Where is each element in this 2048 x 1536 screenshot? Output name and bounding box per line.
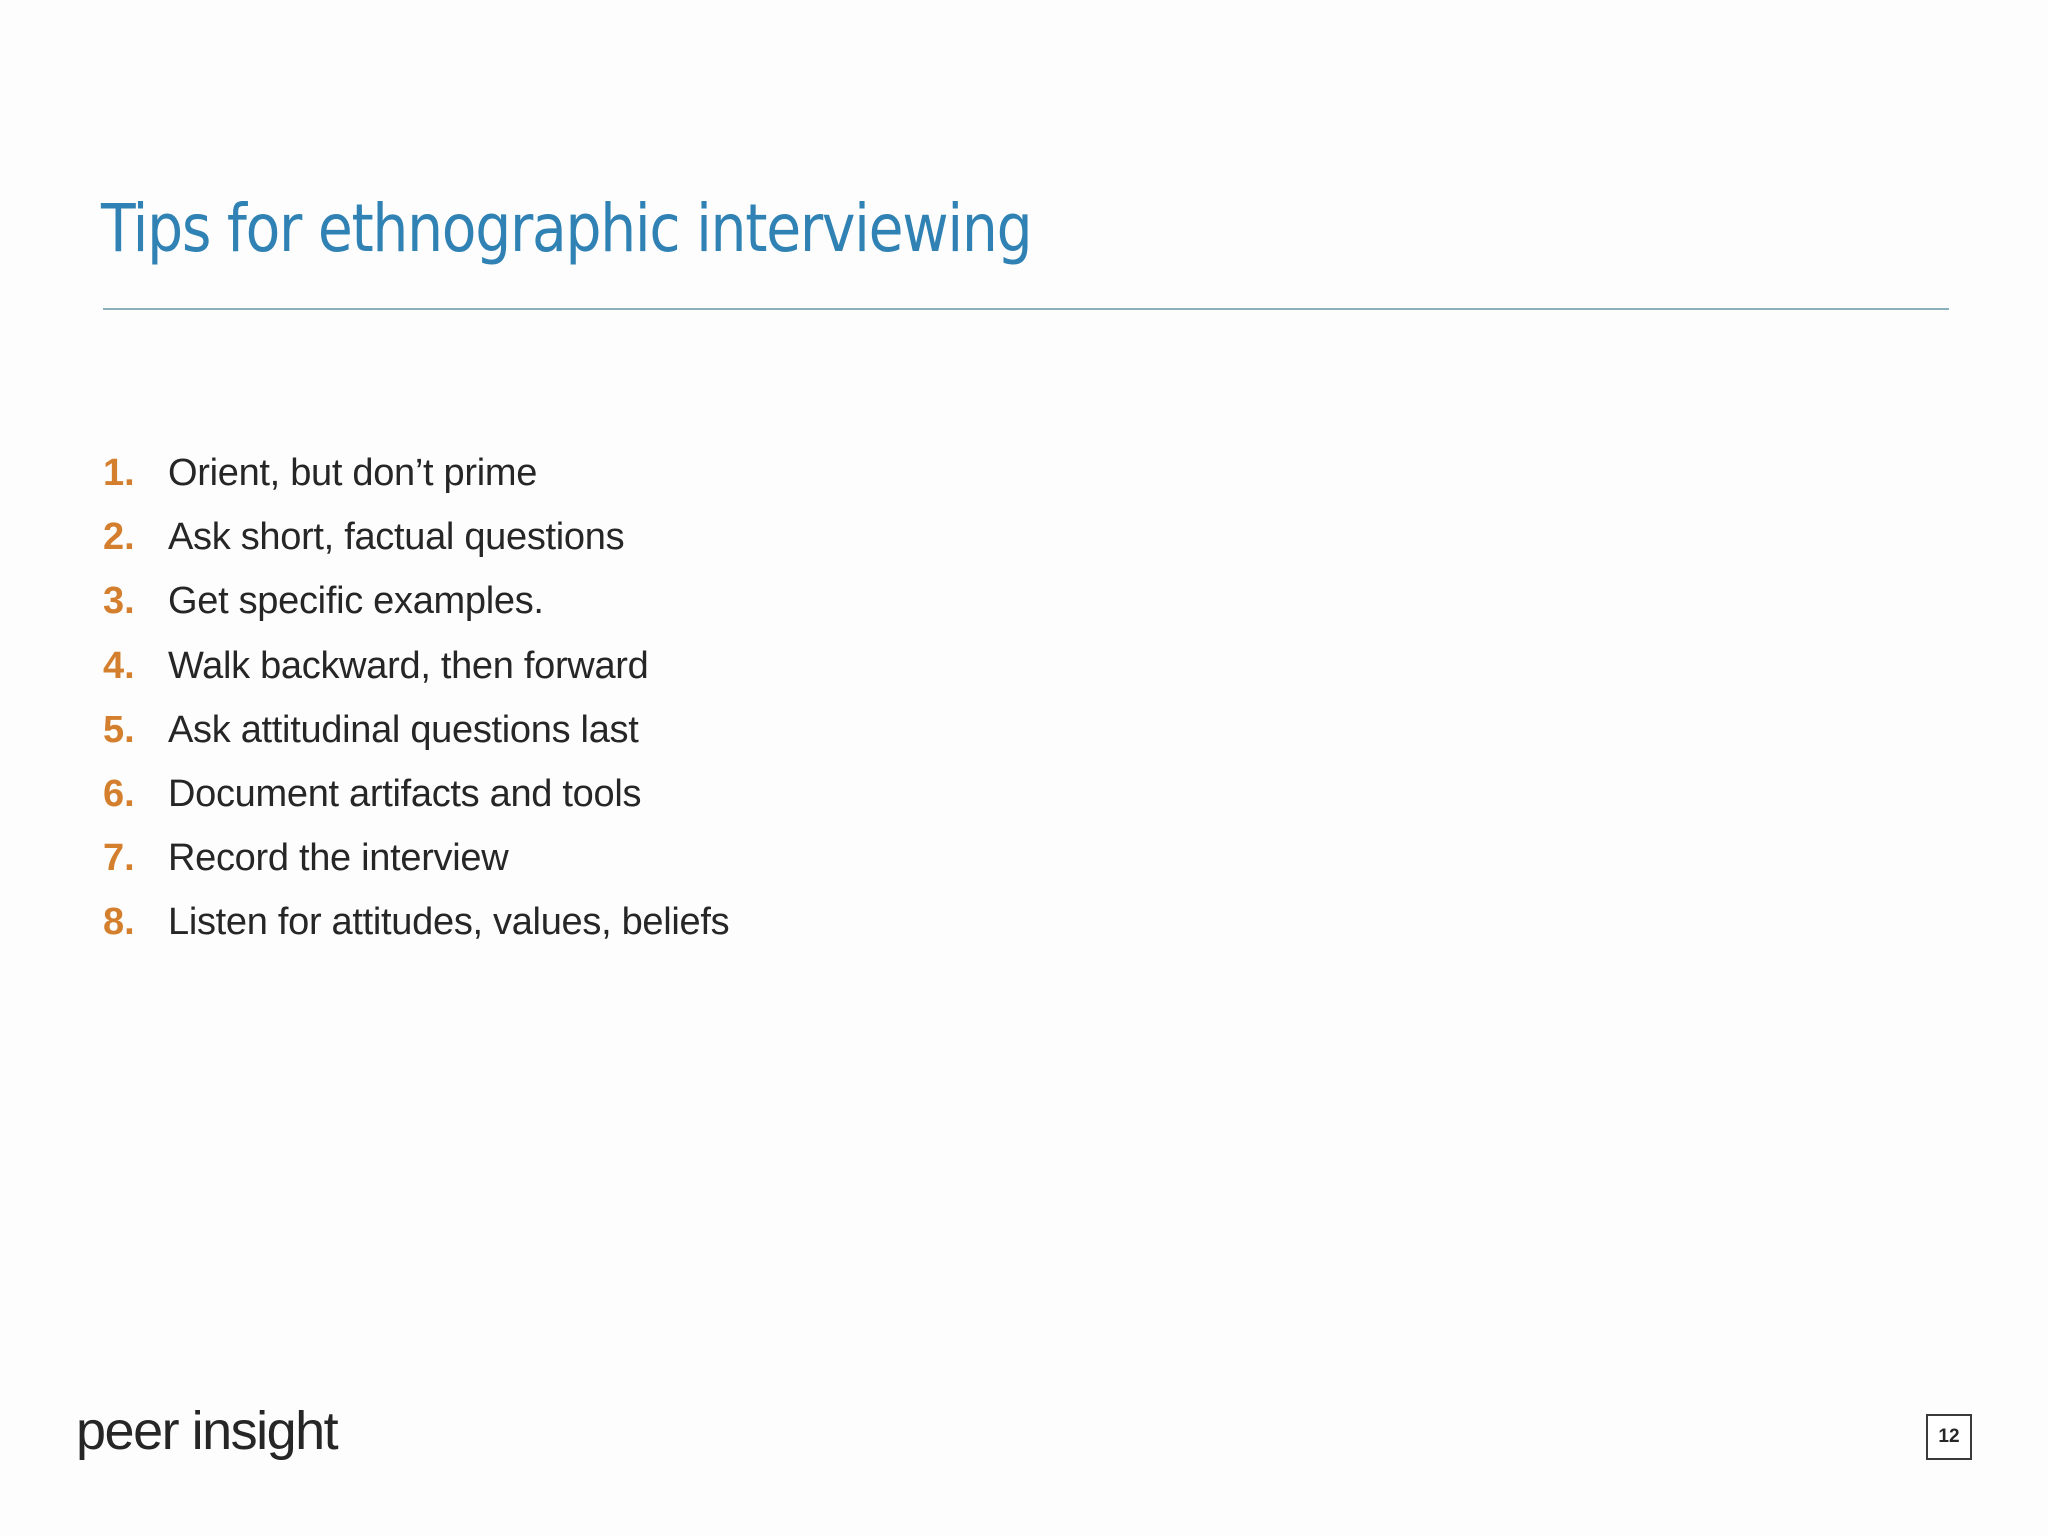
list-item-text: Ask attitudinal questions last [168,708,639,751]
tips-list [103,452,729,966]
list-item-number: 3. [103,580,135,623]
list-item-text: Walk backward, then forward [168,644,649,687]
title-divider [103,308,1949,310]
list-item-text: Document artifacts and tools [168,772,642,815]
list-item [103,709,729,773]
list-item-number: 2. [103,516,135,559]
list-item-text: Get specific examples. [168,580,544,623]
list-item [103,901,729,965]
list-item-text: Orient, but don’t prime [168,452,538,494]
brand-logo: peer insight [76,1401,338,1461]
list-item-number: 6. [103,772,135,815]
list-item-number: 8. [103,901,135,944]
list-item-text: Ask short, factual questions [168,516,625,559]
list-item [103,580,729,644]
list-item-number: 7. [103,837,135,880]
list-item [103,837,729,901]
list-item-text: Record the interview [168,837,509,880]
list-item [103,645,729,709]
list-item [103,773,729,837]
list-item-number: 5. [103,708,135,751]
slide-title: Tips for ethnographic interviewing [101,190,1032,267]
list-item [103,516,729,580]
list-item-text: Listen for attitudes, values, beliefs [168,901,730,944]
list-item [103,452,729,516]
list-item-number: 4. [103,644,135,687]
list-item-number: 1. [103,452,135,494]
page-number: 12 [1926,1414,1972,1460]
